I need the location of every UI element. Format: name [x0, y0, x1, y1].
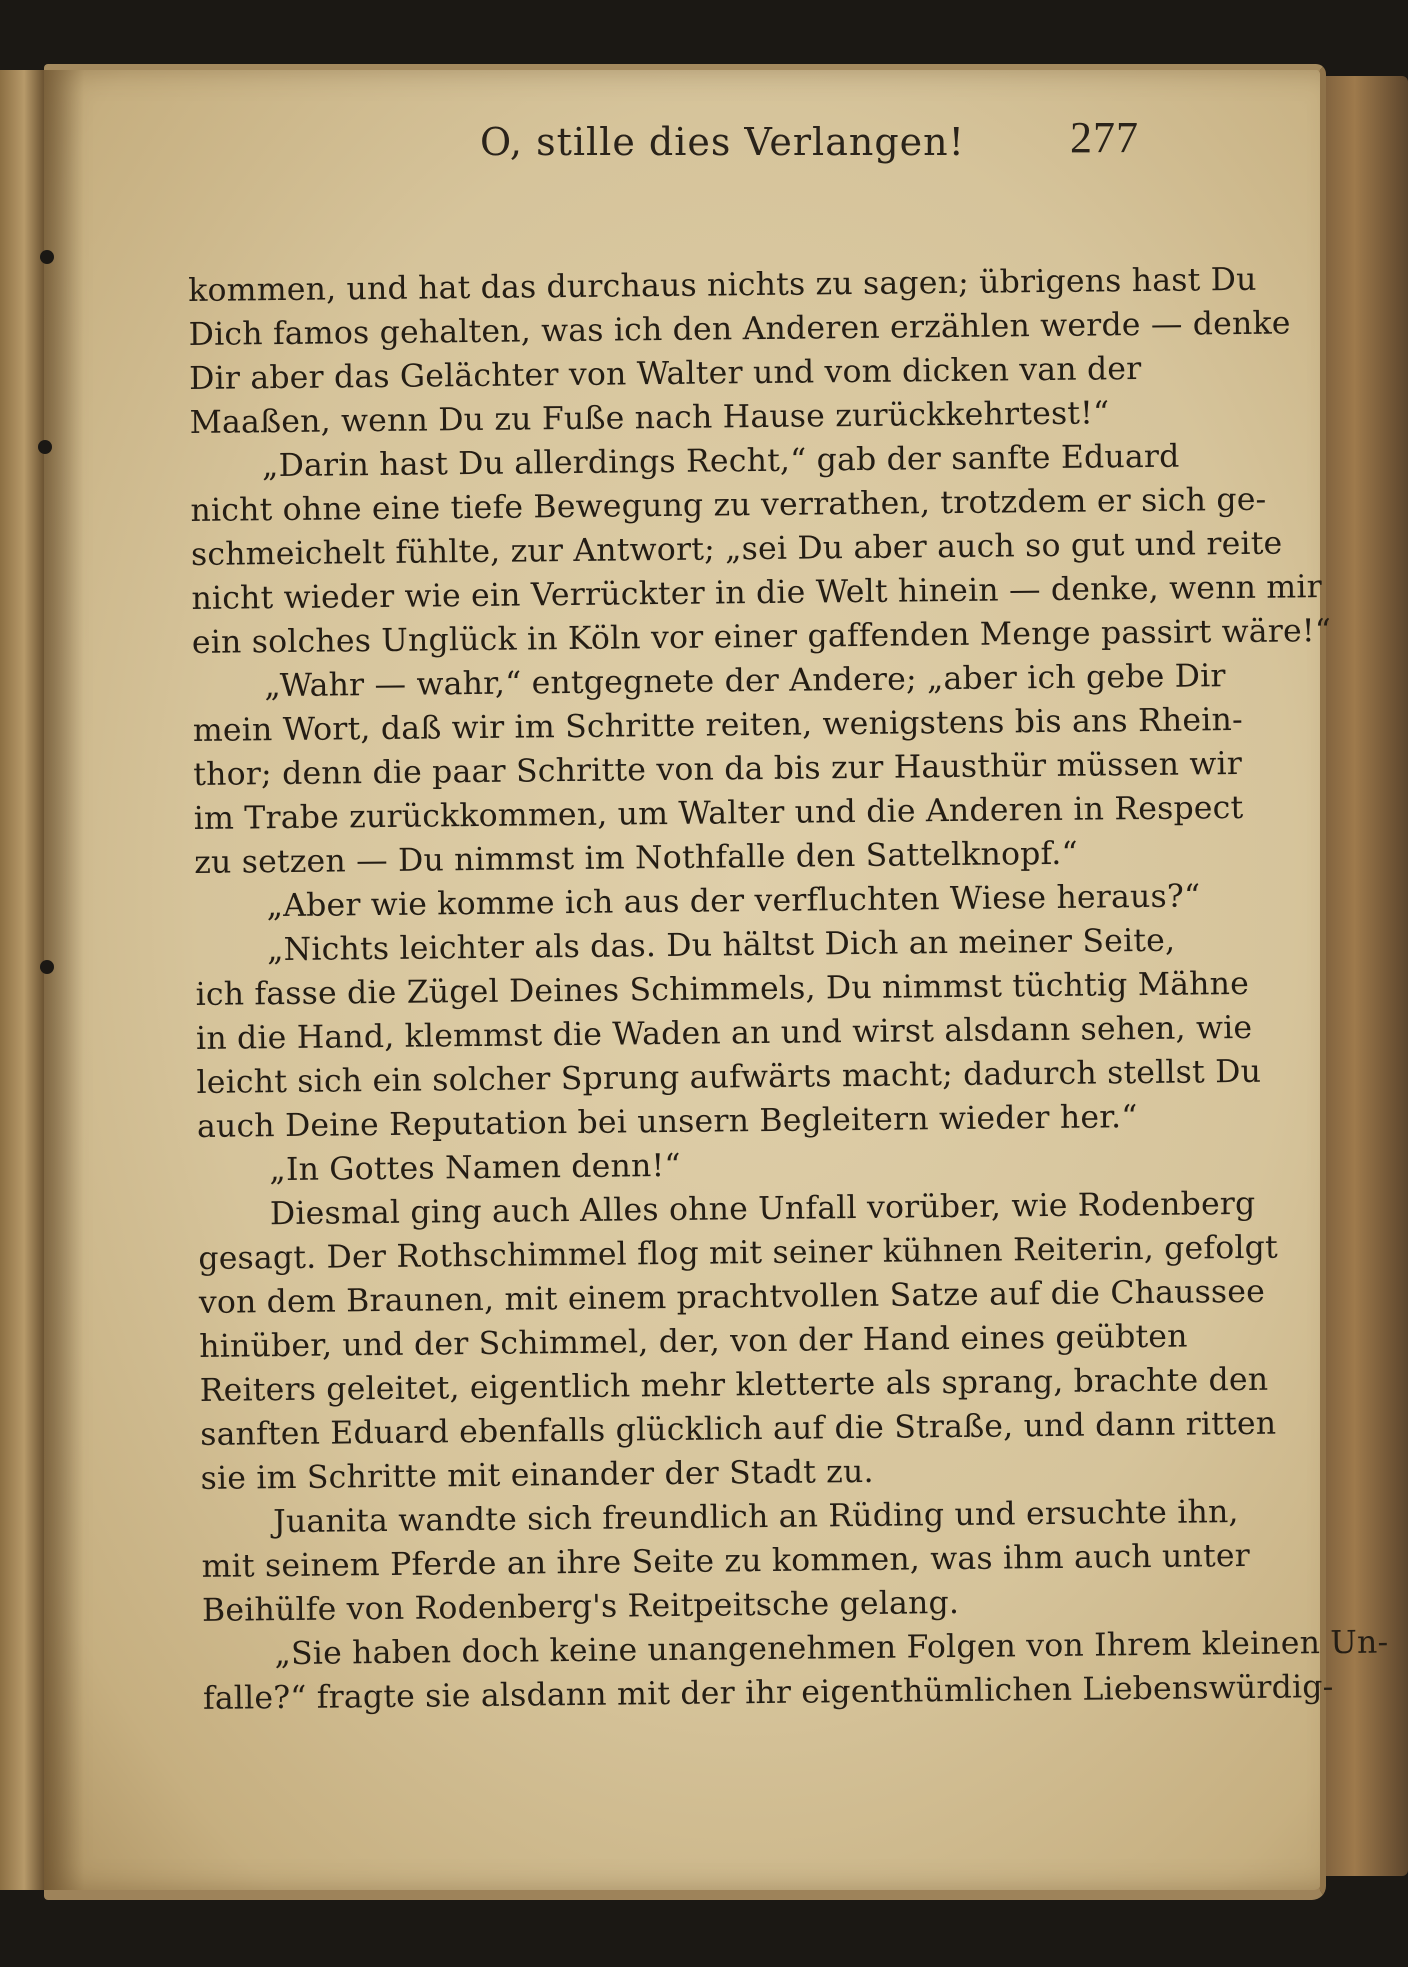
text-line: von dem Braunen, mit einem prachtvollen Satze auf die Chaussee [198, 1273, 1266, 1321]
body-text [188, 258, 1389, 1748]
text-line: nicht ohne eine tiefe Bewegung zu verrathen, trotzdem er sich ge- [190, 481, 1267, 529]
running-title: O, stille dies Verlangen! [480, 120, 965, 164]
text-line: leicht sich ein solcher Sprung aufwärts macht; dadurch stellst Du [196, 1053, 1262, 1101]
text-line: schmeichelt fühlte, zur Antwort; „sei Du aber auch so gut und reite [190, 525, 1283, 573]
text-line: zu setzen — Du nimmst im Nothfalle den Sattelknopf.“ [194, 835, 1079, 881]
text-line: „In Gottes Namen denn!“ [269, 1147, 681, 1189]
text-line: Beihülfe von Rodenberg's Reitpeitsche gelang. [201, 1584, 960, 1629]
text-line: Dich famos gehalten, was ich den Anderen erzählen werde — denke [188, 305, 1291, 353]
page-damage-hole [38, 440, 52, 454]
text-line: mit seinem Pferde an ihre Seite zu kommen, was ihm auch unter [201, 1537, 1251, 1585]
text-line: „Wahr — wahr,“ entgegnete der Andere; „aber ich gebe Dir [264, 658, 1226, 705]
text-line: sanften Eduard ebenfalls glücklich auf die Straße, und dann ritten [200, 1405, 1277, 1453]
left-page-edge [0, 70, 46, 1890]
gutter-shadow [44, 70, 84, 1890]
text-line: nicht wieder wie ein Verrückter in die Welt hinein — denke, wenn mir [191, 569, 1323, 617]
text-line: auch Deine Reputation bei unsern Begleitern wieder her.“ [196, 1099, 1138, 1145]
text-line: Dir aber das Gelächter von Walter und vom dicken van der [188, 351, 1142, 397]
text-line: sie im Schritte mit einander der Stadt zu. [200, 1453, 874, 1497]
page-damage-hole [40, 250, 54, 264]
page-damage-hole [40, 960, 54, 974]
text-line: thor; denn die paar Schritte von da bis zur Hausthür müssen wir [193, 745, 1243, 793]
text-line: ein solches Unglück in Köln vor einer gaffenden Menge passirt wäre!“ [191, 613, 1332, 661]
text-line: Juanita wandte sich freundlich an Rüding und ersuchte ihn, [272, 1494, 1239, 1541]
text-line: im Trabe zurückkommen, um Walter und die Anderen in Respect [193, 789, 1244, 837]
text-line: „Aber wie komme ich aus der verfluchten Wiese heraus?“ [266, 878, 1201, 925]
text-line: falle?“ fragte sie alsdann mit der ihr eigenthümlichen Liebenswürdig- [202, 1669, 1334, 1717]
text-line: gesagt. Der Rothschimmel flog mit seiner kühnen Reiterin, gefolgt [198, 1229, 1279, 1277]
text-line: kommen, und hat das durchaus nichts zu sagen; übrigens hast Du [188, 261, 1257, 309]
page-header [150, 112, 1150, 172]
text-line: mein Wort, daß wir im Schritte reiten, wenigstens bis ans Rhein- [192, 701, 1244, 749]
text-line: hinüber, und der Schimmel, der, von der Hand eines geübten [199, 1318, 1188, 1365]
text-line: „Darin hast Du allerdings Recht,“ gab der sanfte Eduard [261, 438, 1180, 485]
page-number: 277 [1070, 113, 1139, 162]
text-line: „Nichts leichter als das. Du hältst Dich an meiner Seite, [266, 922, 1176, 969]
text-line: ich fasse die Zügel Deines Schimmels, Du nimmst tüchtig Mähne [195, 965, 1250, 1013]
text-line: Diesmal ging auch Alles ohne Unfall vorüber, wie Rodenberg [269, 1185, 1256, 1233]
text-line: Reiters geleitet, eigentlich mehr kletterte als sprang, brachte den [199, 1361, 1269, 1409]
text-line: in die Hand, klemmst die Waden an und wirst alsdann sehen, wie [195, 1009, 1253, 1057]
text-line: Maaßen, wenn Du zu Fuße nach Hause zurückkehrtest!“ [189, 395, 1110, 441]
text-line: „Sie haben doch keine unangenehmen Folgen von Ihrem kleinen Un- [274, 1624, 1389, 1673]
